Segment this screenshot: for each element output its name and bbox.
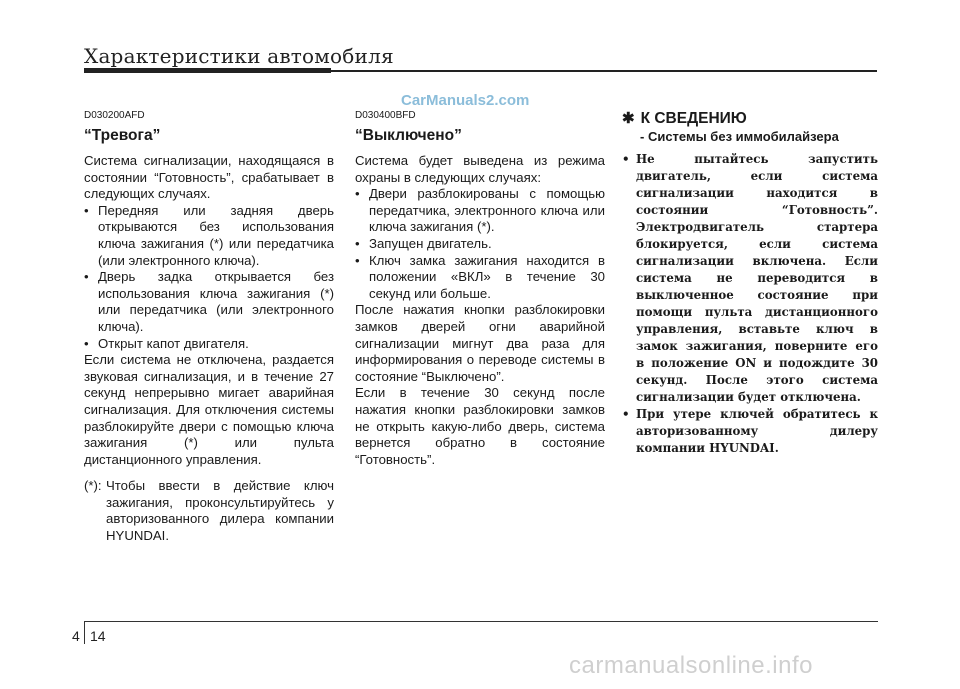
watermark-text: CarManuals2.com (401, 92, 530, 109)
footer-rule (84, 621, 878, 622)
footnote-text: Чтобы ввести в действие ключ зажигания, проконсультируйтесь у авторизованного дилера компании HYUNDAI. (106, 478, 334, 544)
list-item: • Передняя или задняя дверь открываются без использования ключа зажигания (*) или передатчика (или электронного ключа). (84, 202, 334, 268)
list-item: • Запущен двигатель. (355, 235, 492, 251)
section-title: “Выключено” (355, 127, 462, 144)
body-paragraph: После нажатия кнопки разблокировки замков дверей огни аварийной сигнализации мигнут два раза для информирования о переводе системы в состояние “Выключено”. (355, 302, 605, 384)
alarm-conditions-list (84, 203, 334, 352)
page-header-title: Характеристики автомобиля (84, 44, 394, 68)
page-number-divider (84, 622, 85, 644)
bullet-icon: • (355, 235, 360, 251)
bullet-icon: • (622, 152, 630, 166)
list-item: • Двери разблокированы с помощью передатчика, электронного ключа или ключа зажигания (*). (355, 186, 605, 235)
column-note (622, 110, 878, 457)
list-item: • Не пытайтесь запустить двигатель, если система сигнализации находится в состоянии “Готовность”. Электродвигатель стартера блокируется, если система сигнализации включена. Если система не переводится в выключенное состояние при помощи пульта дистанционного управления, вставьте ключ в замок зажигания, поверните его в положение ON и подождите 30 секунд. После этого система сигнализации будет отключена. (622, 152, 878, 404)
intro-paragraph: Система будет выведена из режима охраны в следующих случаях: (355, 153, 605, 185)
bullet-icon: • (84, 269, 89, 285)
note-heading-text: К СВЕДЕНИЮ (640, 110, 747, 127)
header-rule-thick (84, 68, 331, 73)
body-paragraph: Если система не отключена, раздается звуковая сигнализация, и в течение 27 секунд непрерывно мигает аварийная сигнализация. Для отключения системы разблокируйте двери с помощью ключа зажигания (*) или пульта дистанционного управления. (84, 352, 334, 467)
bullet-icon: • (355, 186, 360, 202)
page-number: 14 (90, 628, 106, 644)
section-number: 4 (72, 628, 80, 644)
column-alarm (84, 110, 334, 545)
disarm-conditions-list (355, 186, 605, 302)
note-heading (622, 110, 878, 128)
site-watermark: carmanualsonline.info (569, 652, 813, 679)
list-item: • Ключ замка зажигания находится в положении «ВКЛ» в течение 30 секунд или больше. (355, 252, 605, 301)
section-code: D030200AFD (84, 110, 145, 121)
body-paragraph: Если в течение 30 секунд после нажатия кнопки разблокировки замков не открыть какую-либо дверь, система вернется обратно в состояние “Готовность”. (355, 385, 605, 467)
asterisk-icon: ✱ (622, 110, 635, 127)
bullet-icon: • (84, 335, 89, 351)
list-item: • Дверь задка открывается без использования ключа зажигания (*) или передатчика (или электронного ключа). (84, 269, 334, 334)
bullet-icon: • (84, 202, 89, 218)
footnote (84, 478, 334, 544)
note-subheading: - Системы без иммобилайзера (640, 129, 839, 144)
bullet-icon: • (622, 407, 630, 421)
note-list (622, 151, 878, 457)
column-off (355, 110, 605, 468)
section-title: “Тревога” (84, 127, 161, 144)
footnote-mark: (*): (84, 478, 102, 494)
list-item: • При утере ключей обратитесь к авторизованному дилеру компании HYUNDAI. (622, 407, 878, 455)
list-item: • Открыт капот двигателя. (84, 335, 249, 351)
header-rule-thin (331, 70, 877, 72)
bullet-icon: • (355, 252, 360, 268)
intro-paragraph: Система сигнализации, находящаяся в состоянии “Готовность”, срабатывает в следующих случаях. (84, 153, 334, 202)
section-code: D030400BFD (355, 110, 416, 121)
